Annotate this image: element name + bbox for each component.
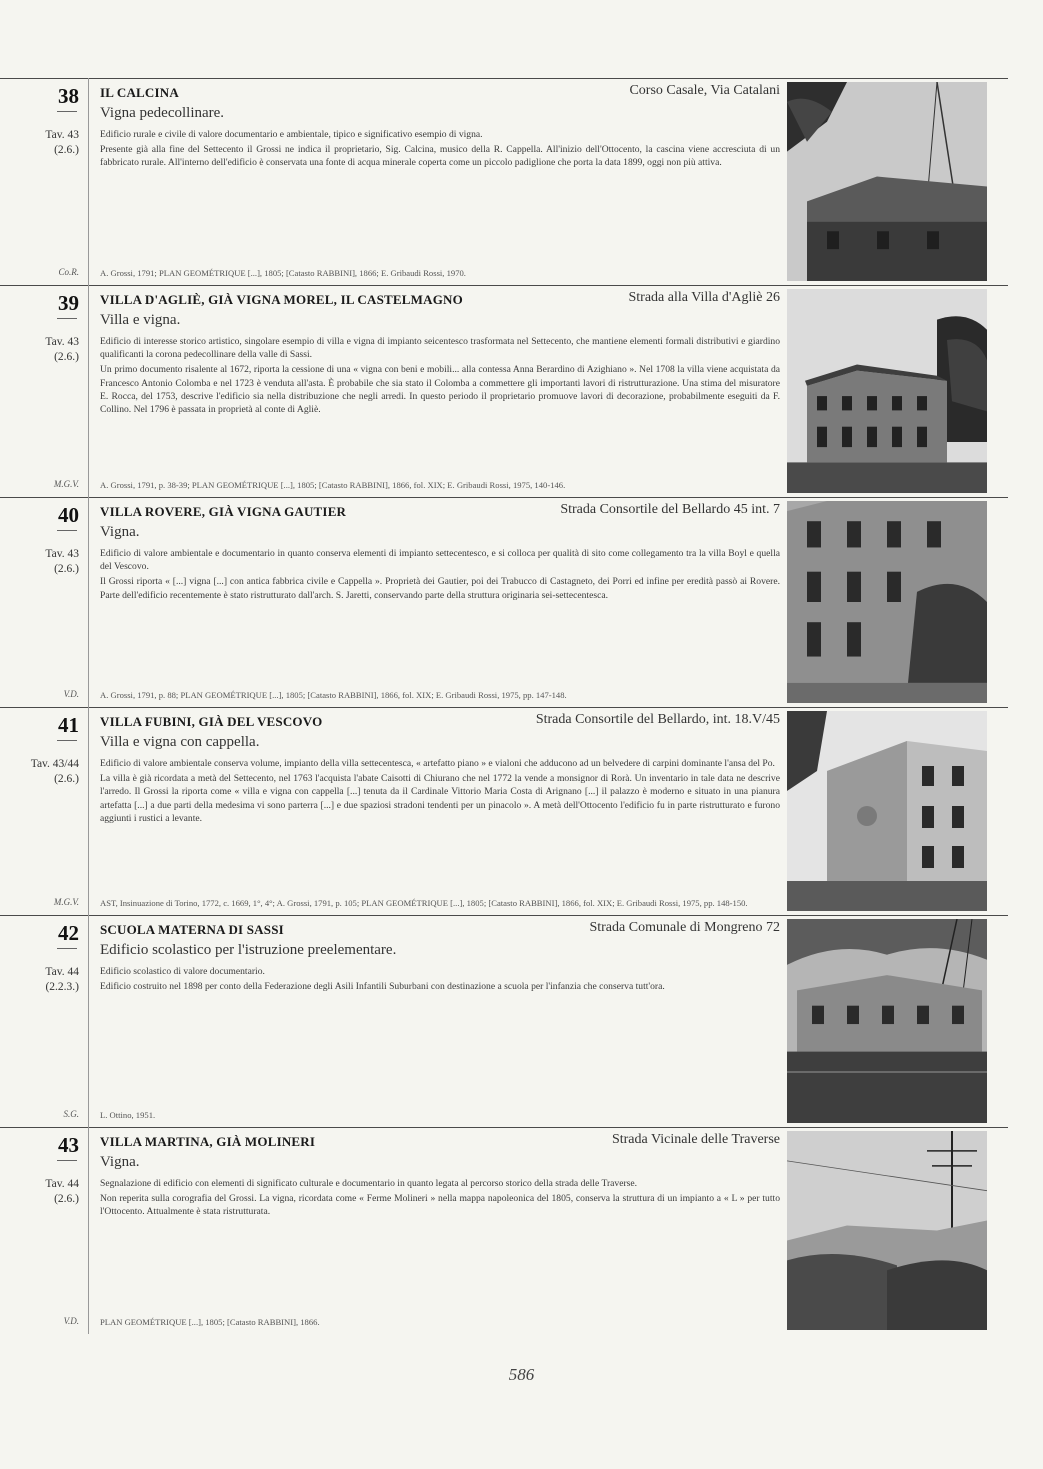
entry-type: Vigna pedecollinare. [100,105,225,121]
entry-address: Strada Comunale di Mongreno 72 [589,920,780,935]
entry-type: Villa e vigna. [100,312,181,328]
entry-description [100,128,780,172]
entry-title: VILLA FUBINI, GIÀ DEL VESCOVO [100,714,323,729]
entry-number: 41 [58,713,79,737]
entry-address: Strada Consortile del Bellardo 45 int. 7 [560,502,780,517]
entry-number: 43 [58,1133,79,1157]
entry-number: 38 [58,84,79,108]
entry-type: Edificio scolastico per l'istruzione preelementare. [100,942,397,958]
entry-code: (2.6.) [54,563,79,575]
entry-paragraph: Edificio di interesse storico artistico, singolare esempio di villa e vigna di impianto seicentesco trasformata nel Settecento, che mantiene elementi formali distributivi e giardino qualificanti la corona pedecollinare della valle di Sassi. [100,336,780,361]
entry-41 [0,707,1043,915]
entry-author: S.G. [63,1109,79,1119]
entry-code: (2.6.) [54,351,79,363]
villa-facade-photo [787,711,987,911]
entry-author: V.D. [63,1316,79,1326]
entry-paragraph: Edificio rurale e civile di valore documentario e ambientale, tipico e significativo esempio di vigna. [100,129,483,140]
entry-title: VILLA D'AGLIÈ, GIÀ VIGNA MOREL, IL CASTELMAGNO [100,292,463,307]
entry-tav: Tav. 43/44 [30,758,79,770]
entry-type: Villa e vigna con cappella. [100,734,260,750]
entry-reference [45,128,79,158]
entry-bibliography: A. Grossi, 1791, p. 38-39; PLAN GEOMÉTRIQUE [...], 1805; [Catasto RABBINI], 1866, fol. XIX; E. Gribaudi Rossi, 1975, 140-146. [100,479,566,490]
entry-description [100,965,780,995]
entry-42 [0,915,1043,1127]
entry-type: Vigna. [100,524,140,540]
column-separator [88,78,89,285]
number-underline [57,111,77,112]
column-separator [88,707,89,915]
entry-photo [787,289,987,493]
entry-type: Vigna. [100,1154,140,1170]
entry-description [100,547,780,604]
entry-bibliography: AST, Insinuazione di Torino, 1772, c. 1669, 1°, 4°; A. Grossi, 1791, p. 105; PLAN GEOMÉTRIQUE [...], 1805; [Catasto RABBINI], 1866, fol. XIX; E. Gribaudi Rossi, 1975, pp. 148-150. [100,897,748,908]
farmhouse-photo [787,1131,987,1330]
entry-photo [787,501,987,703]
entry-author: M.G.V. [53,897,79,907]
entry-sidebar [0,1127,85,1334]
entry-code: (2.6.) [54,1193,79,1205]
entry-address: Strada Consortile del Bellardo, int. 18.V/45 [535,712,780,727]
entry-photo [787,919,987,1123]
school-building-photo [787,919,987,1123]
entry-title: IL CALCINA [100,85,179,100]
entry-code: (2.6.) [54,773,79,785]
entry-paragraph: Edificio di valore ambientale conserva volume, impianto della villa settecentesca, « artefatto piano » e vialoni che adducono ad un belvedere di carpini dominante l'ansa del Po. [100,758,775,769]
entry-photo [787,711,987,911]
entry-code: (2.2.3.) [45,981,79,993]
entry-content [100,915,780,1127]
column-separator [88,285,89,497]
entry-bibliography: PLAN GEOMÉTRIQUE [...], 1805; [Catasto RABBINI], 1866. [100,1316,320,1327]
entry-reference [45,335,79,365]
entry-content [100,497,780,707]
entry-sidebar [0,915,85,1127]
villa-photo [787,289,987,493]
number-underline [57,740,77,741]
column-separator [88,497,89,707]
entry-tav: Tav. 43 [45,129,79,141]
entry-paragraph: Edificio scolastico di valore documentario. [100,966,265,977]
entry-tav: Tav. 43 [45,548,79,560]
entry-paragraph: La villa è già ricordata a metà del Settecento, nel 1763 l'acquista l'abate Caisotti di Chiurano che nel 1772 la vende a monsignor di Rorà. Un inventario in tale data ne descrive l'arredo. Il Grossi la riporta come « villa e vigna con cappella [...] tenuta da il Cardinale Vittorio Maria Costa di Arignano [...] il palazzo è moderno e situato in una pianura artefatta [...] a due parti della medesima vi sono parterra [...] e due spaziosi stradoni tendenti per un pinacolo ». A metà dell'Ottocento l'edificio fu in parte ristrutturato e furono aggiunti i rustici a levante. [100,773,780,824]
entry-title: VILLA ROVERE, GIÀ VIGNA GAUTIER [100,504,347,519]
entry-address: Corso Casale, Via Catalani [629,83,780,98]
number-underline [57,318,77,319]
entry-address: Strada alla Villa d'Agliè 26 [628,290,780,305]
entry-39 [0,285,1043,497]
entry-sidebar [0,285,85,497]
villa-courtyard-photo [787,501,987,703]
entry-bibliography: L. Ottino, 1951. [100,1109,156,1120]
entry-paragraph: Presente già alla fine del Settecento il Grossi ne indica il proprietario, Sig. Calcina, musico della R. Cappella. All'inizio dell'Ottocento, la cascina viene accresciuta di un fabbricato rurale. All'interno dell'edificio è conservata una fonte di acqua minerale coperta come un piccolo padiglione che porta la data 1899, oggi non più attiva. [100,144,780,169]
entry-sidebar [0,707,85,915]
entry-tav: Tav. 44 [45,1178,79,1190]
number-underline [57,530,77,531]
entry-43 [0,1127,1043,1334]
entry-40 [0,497,1043,707]
entry-description [100,1177,780,1221]
entry-sidebar [0,78,85,285]
entry-38 [0,78,1043,285]
entry-bibliography: A. Grossi, 1791, p. 88; PLAN GEOMÉTRIQUE [...], 1805; [Catasto RABBINI], 1866, fol. XIX; E. Gribaudi Rossi, 1975, pp. 147-148. [100,689,567,700]
entry-number: 39 [58,291,79,315]
entry-tav: Tav. 44 [45,966,79,978]
entry-paragraph: Edificio costruito nel 1898 per conto della Federazione degli Asili Infantili Suburbani con destinazione a scuola per l'infanzia che conserva tutt'ora. [100,981,665,993]
entry-paragraph: Segnalazione di edificio con elementi di significato culturale e documentario in quanto legata al percorso storico della strada delle Traverse. [100,1178,638,1189]
entry-title: VILLA MARTINA, GIÀ MOLINERI [100,1134,316,1149]
entry-photo [787,1131,987,1330]
rural-building-photo [787,82,987,281]
entry-reference [45,547,79,577]
entry-address: Strada Vicinale delle Traverse [611,1132,780,1147]
entry-reference [31,757,79,787]
entry-number: 40 [58,503,79,527]
entry-content [100,1127,780,1334]
entry-paragraph: Non reperita sulla corografia del Grossi. La vigna, ricordata come « Ferme Molineri » nella mappa napoleonica del 1805, conserva la struttura di un impianto a « L » per tutto l'Ottocento. Attualmente è stata ristrutturata. [100,1193,780,1218]
entry-content [100,285,780,497]
entry-paragraph: Edificio di valore ambientale e documentario in quanto conserva elementi di impianto settecentesco, e si colloca per qualità di sito come collegamento tra la villa Boyl e quella del Vescovo. [100,548,780,573]
entry-bibliography: A. Grossi, 1791; PLAN GEOMÉTRIQUE [...], 1805; [Catasto RABBINI], 1866; E. Gribaudi Rossi, 1970. [100,267,466,278]
number-underline [57,1160,77,1161]
entry-author: M.G.V. [53,479,79,489]
entry-code: (2.6.) [54,144,79,156]
entry-author: V.D. [63,689,79,699]
entry-reference [45,1177,79,1207]
entry-sidebar [0,497,85,707]
entry-content [100,707,780,915]
entry-paragraph: Un primo documento risalente al 1672, riporta la cessione di una « vigna con beni e mobili... alla contessa Anna Berardino di Azighiano ». Nel 1708 la villa viene acquistata da Francesco Antonio Colomba e nel 1723 è venduta all'asta. È probabile che sia stato il Colomba a commettere gli importanti lavori di ristrutturazione. Una stima del misuratore E. Rocca, del 1753, descrive l'edificio sia nella distribuzione che negli arredi. In questo periodo il proprietario promuove lavori di decorazione, probabilmente eseguiti da F. Collino. Nel 1796 è passata in proprietà al conte di Agliè. [100,364,780,416]
entry-paragraph: Il Grossi riporta « [...] vigna [...] con antica fabbrica civile e Cappella ». Proprietà dei Gautier, poi dei Trabucco di Castagneto, dei Porri ed infine per eredità passò ai Rovere. Parte dell'edificio recentemente è stato ristrutturato dall'arch. S. Jaretti, conservando parte della struttura originaria sei-settecentesca. [100,576,780,601]
entry-author: Co.R. [58,267,79,277]
entry-content [100,78,780,285]
page-number: 586 [508,1365,535,1384]
entry-description [100,335,780,418]
entry-tav: Tav. 43 [45,336,79,348]
entry-number: 42 [58,921,79,945]
column-separator [88,915,89,1127]
column-separator [88,1127,89,1334]
entry-title: SCUOLA MATERNA DI SASSI [100,922,284,937]
entry-description [100,757,780,827]
number-underline [57,948,77,949]
entry-reference [45,965,79,995]
entry-photo [787,82,987,281]
